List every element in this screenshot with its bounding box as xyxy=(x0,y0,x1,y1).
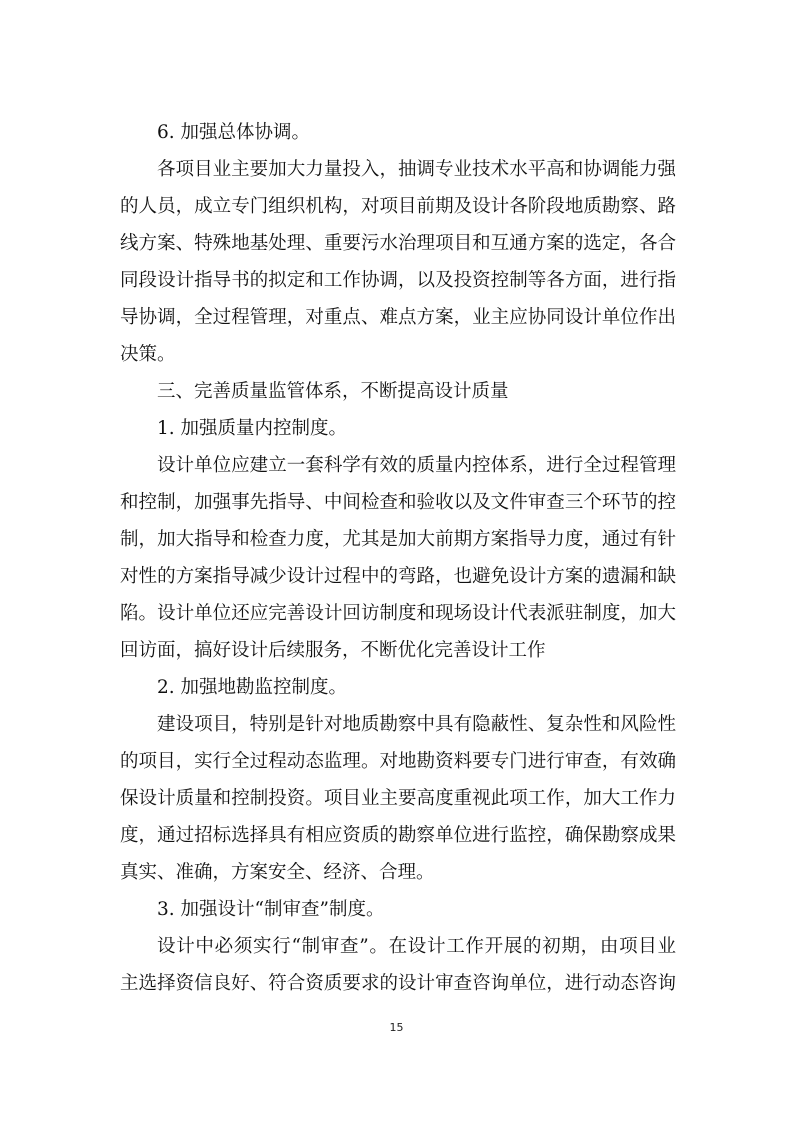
paragraph-line: 的人员，成立专门组织机构，对项目前期及设计各阶段地质勘察、路 xyxy=(120,196,676,217)
paragraph-line: 决策。 xyxy=(120,344,176,365)
paragraph-line: 主选择资信良好、符合资质要求的设计审查咨询单位，进行动态咨询 xyxy=(120,973,676,994)
paragraph-line: 建设项目，特别是针对地质勘察中具有隐蔽性、复杂性和风险性 xyxy=(157,714,676,735)
page-number: 15 xyxy=(389,1021,404,1034)
paragraph-line: 制，加大指导和检查力度，尤其是加大前期方案指导力度，通过有针 xyxy=(120,529,676,550)
paragraph-line: 保设计质量和控制投资。项目业主要高度重视此项工作，加大工作力 xyxy=(120,788,676,809)
paragraph-line: 各项目业主要加大力量投入，抽调专业技术水平高和协调能力强 xyxy=(157,159,676,180)
paragraph-line: 导协调，全过程管理，对重点、难点方案，业主应协同设计单位作出 xyxy=(120,307,676,328)
section-heading-6: 6. 加强总体协调。 xyxy=(157,122,311,143)
paragraph-line: 回访面，搞好设计后续服务，不断优化完善设计工作 xyxy=(120,640,546,661)
paragraph-line: 真实、准确，方案安全、经济、合理。 xyxy=(120,862,435,883)
subsection-heading-1: 1. 加强质量内控制度。 xyxy=(157,418,348,439)
section-heading-3: 三、完善质量监管体系，不断提高设计质量 xyxy=(157,381,509,402)
subsection-heading-3: 3. 加强设计“制审查”制度。 xyxy=(157,899,385,920)
paragraph-line: 度，通过招标选择具有相应资质的勘察单位进行监控，确保勘察成果 xyxy=(120,825,676,846)
paragraph-line: 对性的方案指导减少设计过程中的弯路，也避免设计方案的遗漏和缺 xyxy=(120,566,676,587)
paragraph-line: 的项目，实行全过程动态监理。对地勘资料要专门进行审查，有效确 xyxy=(120,751,676,772)
paragraph-line: 设计中必须实行“制审查”。在设计工作开展的初期，由项目业 xyxy=(157,936,676,957)
paragraph-line: 陷。设计单位还应完善设计回访制度和现场设计代表派驻制度，加大 xyxy=(120,603,676,624)
subsection-heading-2: 2. 加强地勘监控制度。 xyxy=(157,677,348,698)
paragraph-line: 设计单位应建立一套科学有效的质量内控体系，进行全过程管理 xyxy=(157,455,676,476)
paragraph-line: 和控制，加强事先指导、中间检查和验收以及文件审查三个环节的控 xyxy=(120,492,676,513)
paragraph-line: 同段设计指导书的拟定和工作协调，以及投资控制等各方面，进行指 xyxy=(120,270,676,291)
paragraph-line: 线方案、特殊地基处理、重要污水治理项目和互通方案的选定，各合 xyxy=(120,233,676,254)
